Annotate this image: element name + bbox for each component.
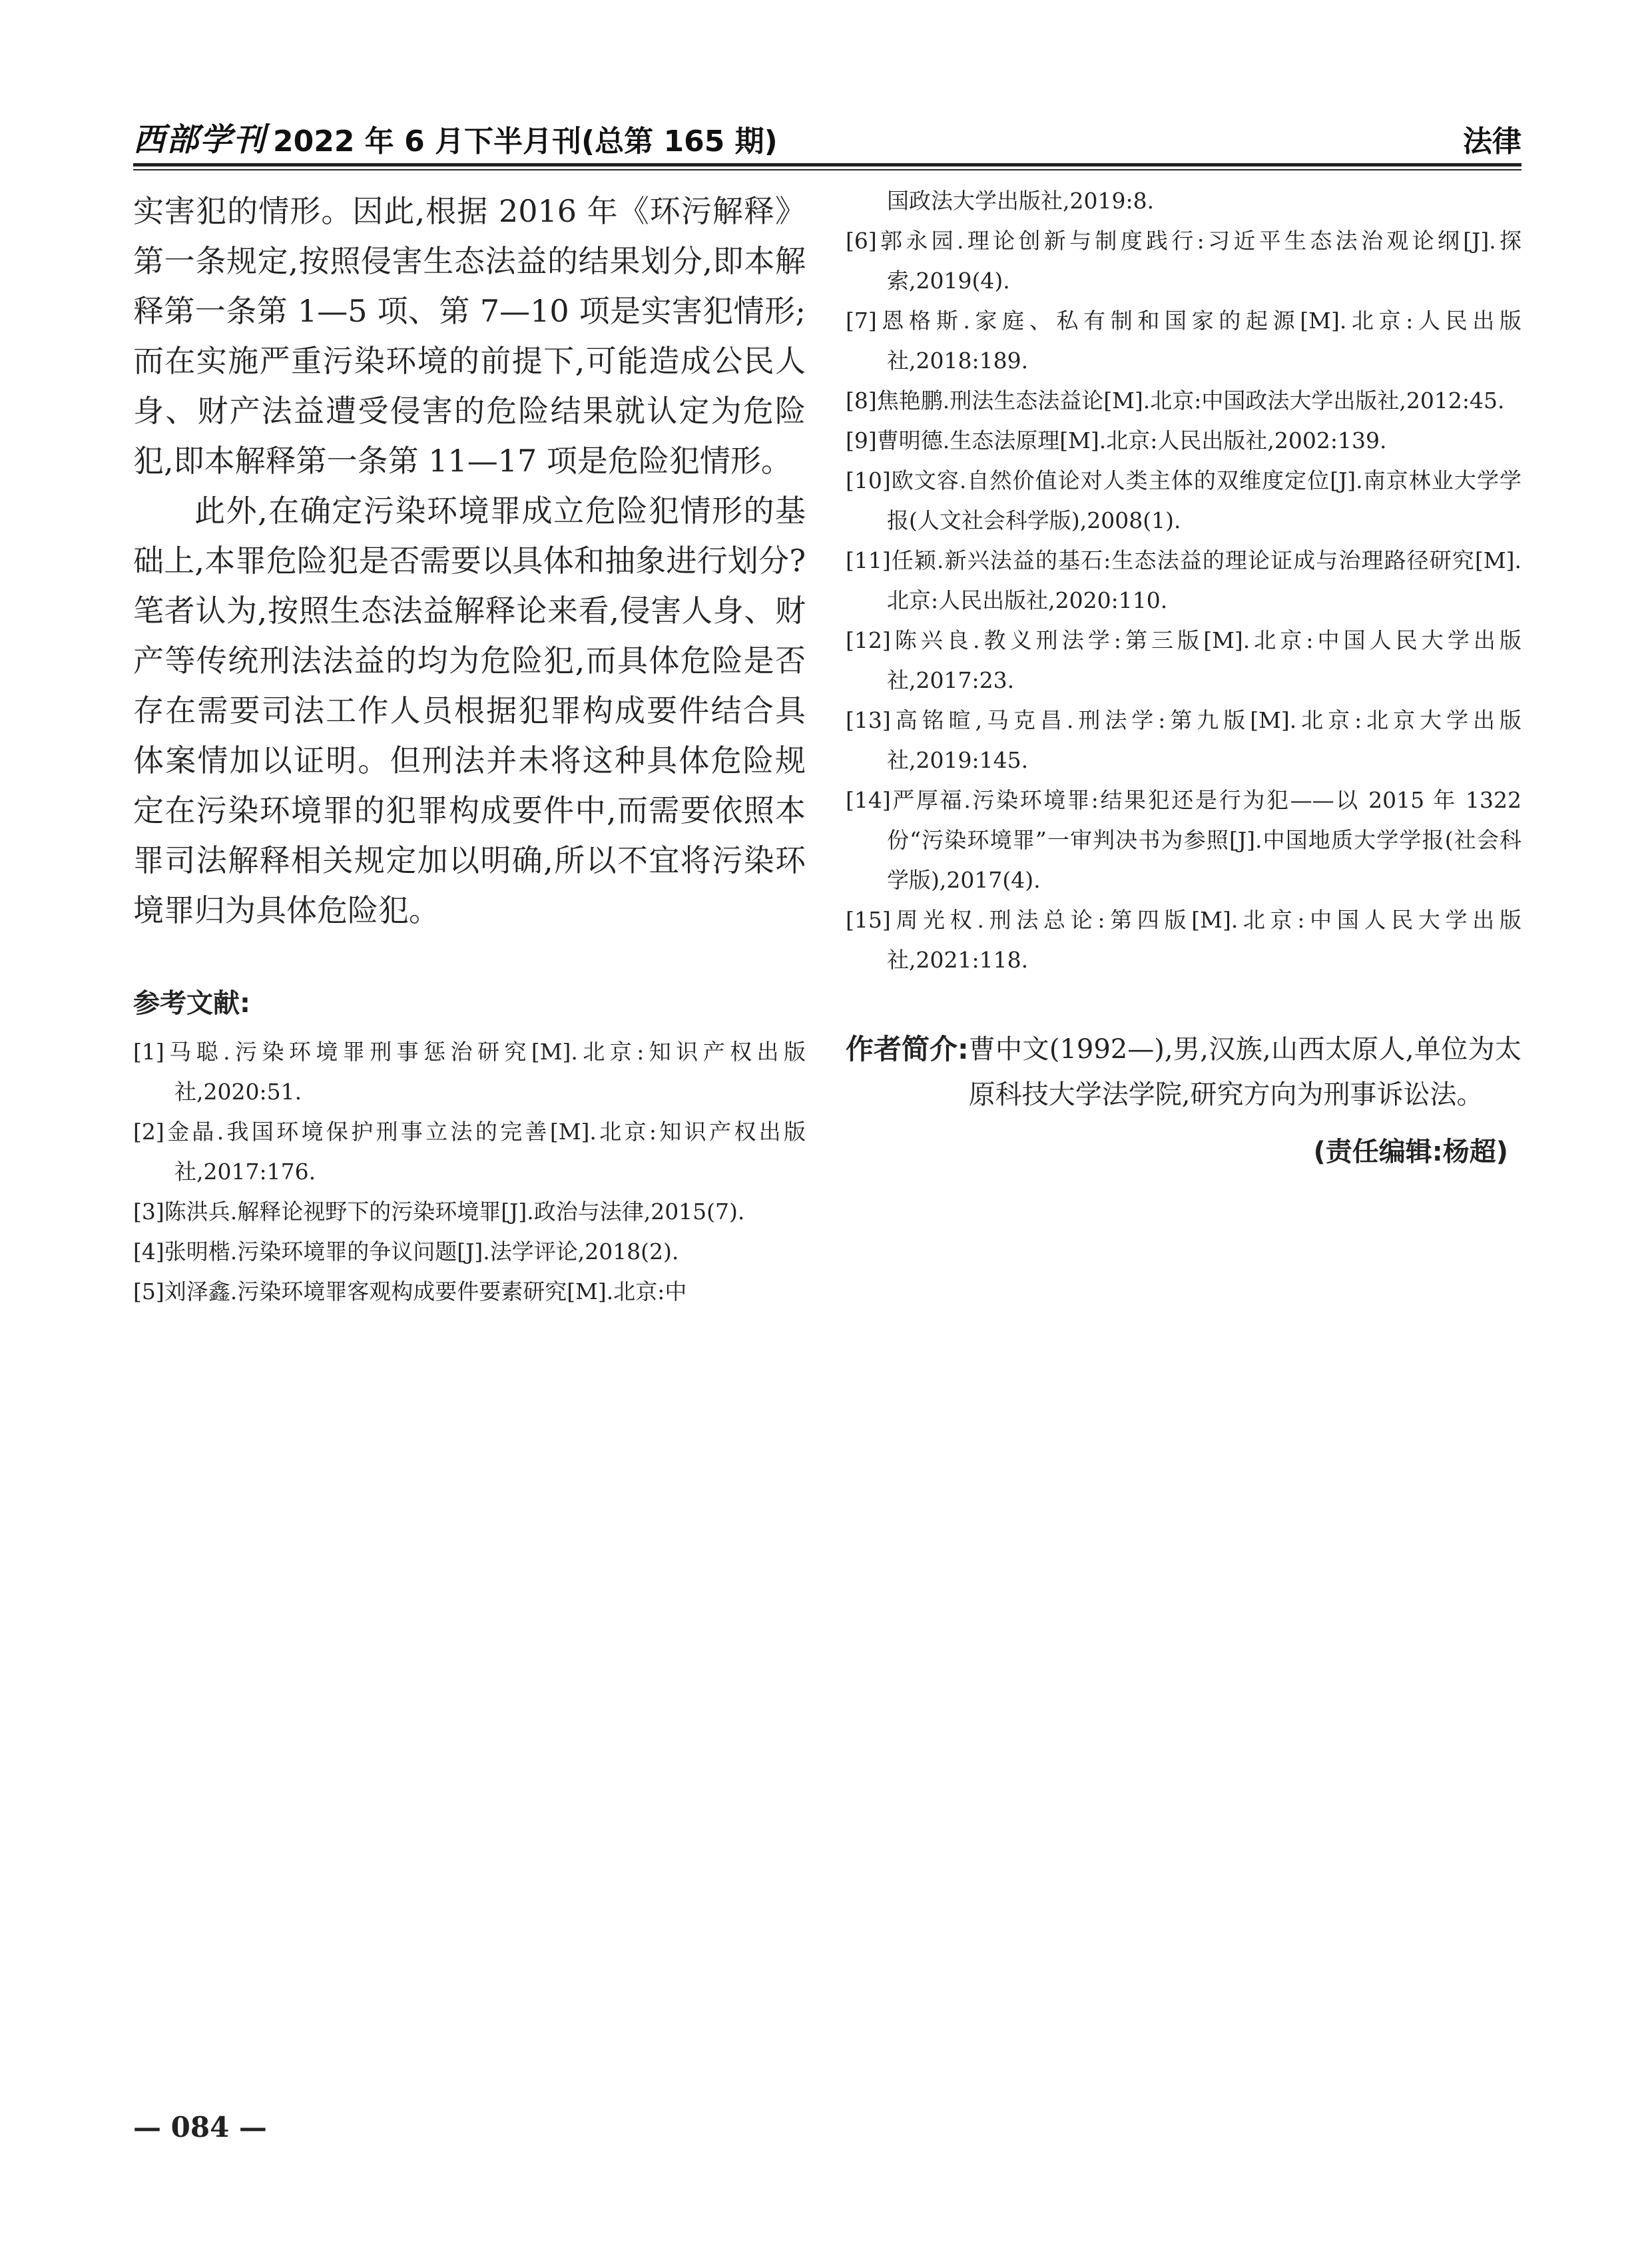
- reference-item: [12]陈兴良.教义刑法学:第三版[M].北京:中国人民大学出版社,2017:23.: [846, 627, 1521, 693]
- reference-item: [13]高铭暄,马克昌.刑法学:第九版[M].北京:北京大学出版社,2019:145.: [846, 707, 1521, 773]
- responsible-editor: (责任编辑:杨超): [1313, 1137, 1508, 1167]
- reference-item: [4]张明楷.污染环境罪的争议问题[J].法学评论,2018(2).: [133, 1239, 679, 1264]
- reference-item: [2]金晶.我国环境保护刑事立法的完善[M].北京:知识产权出版社,2017:176.: [133, 1119, 806, 1185]
- page-number: — 084 —: [133, 2111, 267, 2143]
- body-paragraph-1: 实害犯的情形。因此,根据 2016 年《环污解释》第一条规定,按照侵害生态法益的结果划分,即本解释第一条第 1—5 项、第 7—10 项是实害犯情形;而在实施严重污染环境的前提下,可能造成公民人身、财产法益遭受侵害的危险结果就认定为危险犯,即本解释第一条第 11—17 项是危险犯情形。: [133, 193, 806, 479]
- left-column: [133, 186, 806, 1312]
- references-title: 参考文献:: [133, 988, 250, 1019]
- body-paragraph-2: 此外,在确定污染环境罪成立危险犯情形的基础上,本罪危险犯是否需要以具体和抽象进行划分? 笔者认为,按照生态法益解释论来看,侵害人身、财产等传统刑法法益的均为危险犯,而具体危险是否存在需要司法工作人员根据犯罪构成要件结合具体案情加以证明。但刑法并未将这种具体危险规定在污染环境罪的犯罪构成要件中,而需要依照本罪司法解释相关规定加以明确,所以不宜将污染环境罪归为具体危险犯。: [133, 493, 806, 928]
- reference-item: [8]焦艳鹏.刑法生态法益论[M].北京:中国政法大学出版社,2012:45.: [846, 388, 1505, 414]
- header-rule-thin: [133, 169, 1521, 170]
- reference-item: [15]周光权.刑法总论:第四版[M].北京:中国人民大学出版社,2021:118.: [846, 907, 1521, 973]
- reference-item: [5]刘泽鑫.污染环境罪客观构成要件要素研究[M].北京:中: [133, 1278, 687, 1304]
- journal-logo: 西部学刊: [133, 121, 267, 158]
- journal-info: [133, 114, 778, 160]
- right-column: [846, 186, 1521, 1169]
- reference-list-right: [846, 221, 1521, 980]
- reference-item: [3]陈洪兵.解释论视野下的污染环境罪[J].政治与法律,2015(7).: [133, 1199, 745, 1225]
- reference-item: [14]严厚福.污染环境罪:结果犯还是行为犯——以 2015 年 1322 份“污染环境罪”一审判决书为参照[J].中国地质大学学报(社会科学版),2017(4).: [846, 787, 1521, 893]
- reference-list-left: [133, 1032, 806, 1312]
- reference-item: [6]郭永园.理论创新与制度践行:习近平生态法治观论纲[J].探索,2019(4).: [846, 228, 1521, 294]
- reference-item: [9]曹明德.生态法原理[M].北京:人民出版社,2002:139.: [846, 427, 1387, 453]
- reference-item: [11]任颖.新兴法益的基石:生态法益的理论证成与治理路径研究[M].北京:人民出版社,2020:110.: [846, 547, 1521, 613]
- reference-item: [10]欧文容.自然价值论对人类主体的双维度定位[J].南京林业大学学报(人文社会科学版),2008(1).: [846, 467, 1521, 533]
- author-bio-text: 曹中文(1992—),男,汉族,山西太原人,单位为太原科技大学法学院,研究方向为刑事诉讼法。: [968, 1034, 1521, 1110]
- author-bio-label: 作者简介:: [846, 1033, 969, 1065]
- reference-continuation: 国政法大学出版社,2019:8.: [887, 188, 1155, 214]
- author-bio: [846, 1027, 1521, 1117]
- issue-info: 2022 年 6 月下半月刊(总第 165 期): [273, 125, 778, 158]
- reference-item: [7]恩格斯.家庭、私有制和国家的起源[M].北京:人民出版社,2018:189.: [846, 308, 1521, 374]
- reference-item: [1]马聪.污染环境罪刑事惩治研究[M].北京:知识产权出版社,2020:51.: [133, 1039, 806, 1105]
- page-header: [133, 113, 1521, 160]
- header-rule: [133, 163, 1521, 166]
- section-label: 法律: [1463, 125, 1521, 158]
